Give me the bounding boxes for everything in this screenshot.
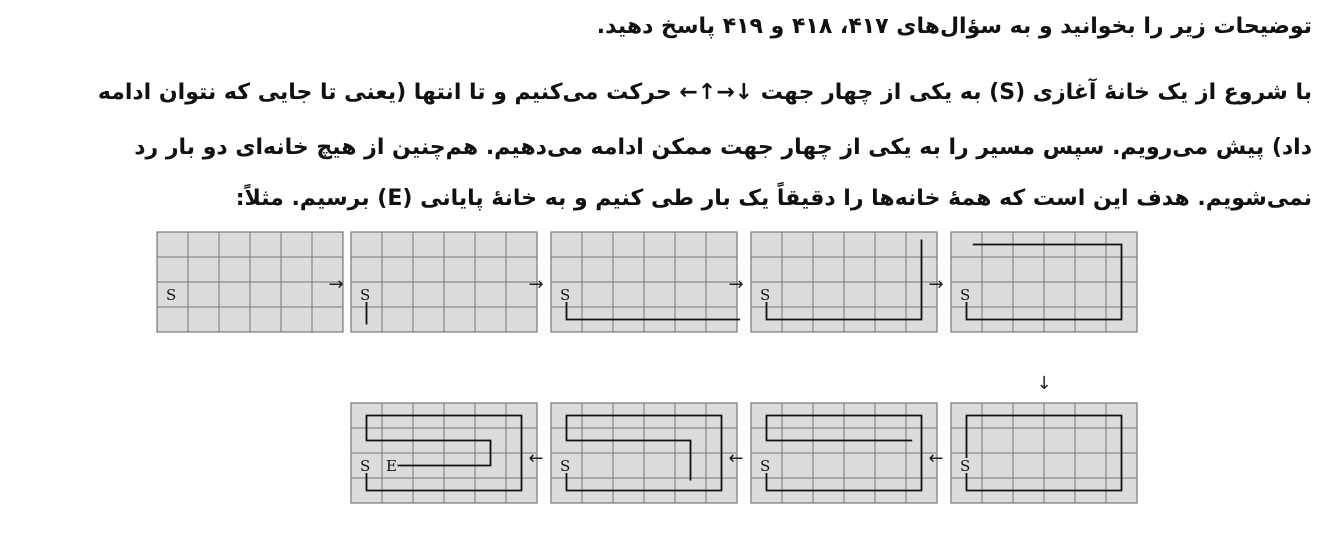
arrow-left-icon: ← (528, 448, 544, 469)
start-label: S (166, 286, 177, 304)
start-label: S (760, 457, 771, 475)
start-label: S (960, 286, 971, 304)
arrow-left-icon: ← (928, 448, 944, 469)
paragraph-line-1: با شروع از یک خانهٔ آغازی (S) به یکی از چهار جهت ↓→↑← حرکت می‌کنیم و تا انتها (یعنی تا جایی که نتوان ادامه (97, 80, 1312, 105)
arrow-right-icon: → (928, 274, 944, 295)
paragraph-line-3: نمی‌شویم. هدف این است که همهٔ خانه‌ها را دقیقاً یک بار طی کنیم و به خانهٔ پایانی (E) برسیم. مثلاً: (235, 186, 1312, 211)
instructions-heading: توضیحات زیر را بخوانید و به سؤال‌های ۴۱۷، ۴۱۸ و ۴۱۹ پاسخ دهید. (596, 14, 1312, 39)
arrow-right-icon: → (728, 274, 744, 295)
arrow-right-icon: → (328, 274, 344, 295)
start-label: S (960, 457, 971, 475)
start-label: S (360, 457, 371, 475)
start-label: S (560, 457, 571, 475)
arrow-right-icon: → (528, 274, 544, 295)
start-label: S (760, 286, 771, 304)
end-label: E (386, 457, 397, 475)
start-label: S (360, 286, 371, 304)
start-label: S (560, 286, 571, 304)
paragraph-line-2: داد) پیش می‌رویم. سپس مسیر را به یکی از چهار جهت ممکن ادامه می‌دهیم. هم‌چنین از هیچ خانه‌ای دو بار رد (134, 135, 1312, 160)
arrow-left-icon: ← (728, 448, 744, 469)
arrow-down-icon: ↓ (1036, 373, 1052, 394)
